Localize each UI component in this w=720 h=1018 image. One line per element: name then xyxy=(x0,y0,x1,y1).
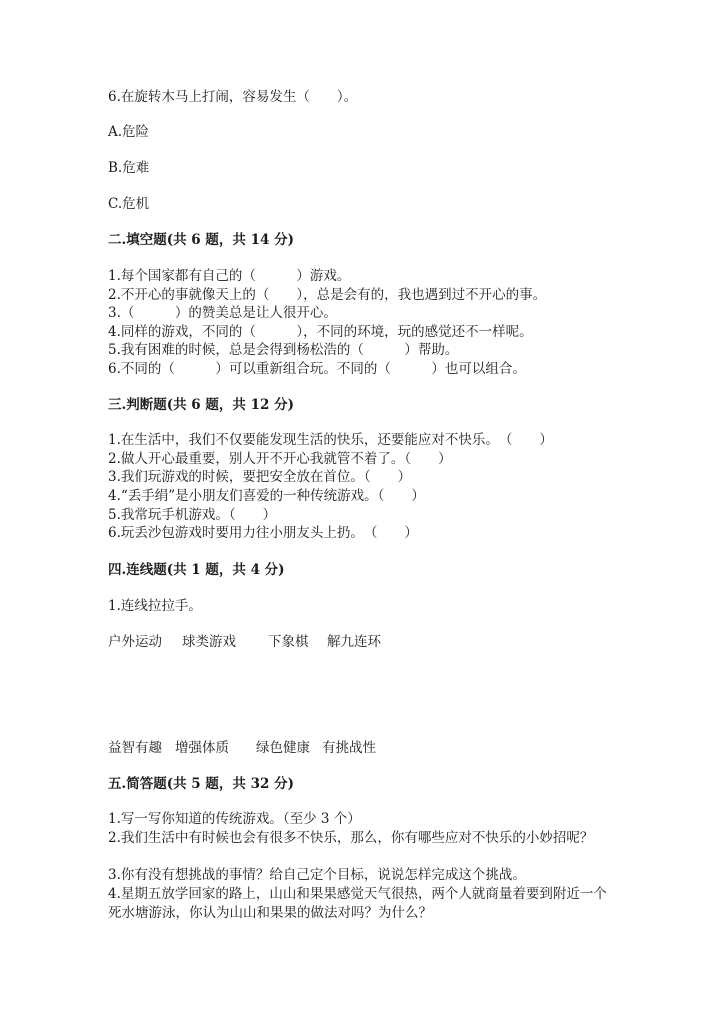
judge-item-6: 6.玩丢沙包游戏时要用力往小朋友头上扔。 （ ） xyxy=(108,525,418,541)
fill-item-4: 4.同样的游戏，不同的（ ），不同的环境，玩的感觉还不一样呢。 xyxy=(108,324,533,340)
fill-item-5: 5.我有困难的时候，总是会得到杨松浩的（ ）帮助。 xyxy=(108,342,459,358)
fill-item-1: 1.每个国家都有自己的（ ）游戏。 xyxy=(108,268,351,284)
match-bottom-1: 益智有趣 xyxy=(108,740,162,756)
match-top-1: 户外运动 xyxy=(108,634,162,650)
match-top-2: 球类游戏 xyxy=(182,634,236,650)
question-6-stem: 6.在旋转木马上打闹，容易发生（ ）。 xyxy=(108,89,358,105)
judge-item-5: 5.我常玩手机游戏。（ ） xyxy=(108,507,277,523)
section-3-title: 三.判断题(共 6 题，共 12 分) xyxy=(108,397,294,413)
option-a: A.危险 xyxy=(108,124,150,140)
section-4-title: 四.连线题(共 1 题，共 4 分) xyxy=(108,562,285,578)
section-2-title: 二.填空题(共 6 题，共 14 分) xyxy=(108,232,294,248)
option-c: C.危机 xyxy=(108,196,150,212)
judge-item-4: 4.“丢手绢”是小朋友们喜爱的一种传统游戏。（ ） xyxy=(108,488,425,504)
short-answer-3: 3.你有没有想挑战的事情？给自己定个目标，说说怎样完成这个挑战。 xyxy=(108,867,526,883)
match-bottom-4: 有挑战性 xyxy=(322,740,376,756)
judge-item-1: 1.在生活中，我们不仅要能发现生活的快乐，还要能应对不快乐。 （ ） xyxy=(108,432,553,448)
fill-item-6: 6.不同的（ ）可以重新组合玩。不同的（ ）也可以组合。 xyxy=(108,361,526,377)
matching-question: 1.连线拉拉手。 xyxy=(108,598,202,614)
fill-item-2: 2.不开心的事就像天上的（ ），总是会有的，我也遇到过不开心的事。 xyxy=(108,287,547,303)
judge-item-2: 2.做人开心最重要，别人开不开心我就管不着了。（ ） xyxy=(108,451,452,467)
section-5-title: 五.简答题(共 5 题，共 32 分) xyxy=(108,776,294,792)
short-answer-4: 4.星期五放学回家的路上，山山和果果感觉天气很热，两个人就商量着要到附近一个死水塘游泳，你认为山山和果果的做法对吗？为什么？ xyxy=(108,886,607,921)
fill-item-3: 3.（ ）的赞美总是让人很开心。 xyxy=(108,305,337,321)
match-bottom-2: 增强体质 xyxy=(175,740,229,756)
match-bottom-3: 绿色健康 xyxy=(256,740,310,756)
short-answer-1: 1.写一写你知道的传统游戏。（至少 3 个） xyxy=(108,811,361,827)
short-answer-2: 2.我们生活中有时候也会有很多不快乐，那么，你有哪些应对不快乐的小妙招呢？ xyxy=(108,830,594,846)
option-b: B.危难 xyxy=(108,160,150,176)
match-top-4: 解九连环 xyxy=(327,634,381,650)
match-top-3: 下象棋 xyxy=(268,634,309,650)
judge-item-3: 3.我们玩游戏的时候，要把安全放在首位。（ ） xyxy=(108,469,412,485)
